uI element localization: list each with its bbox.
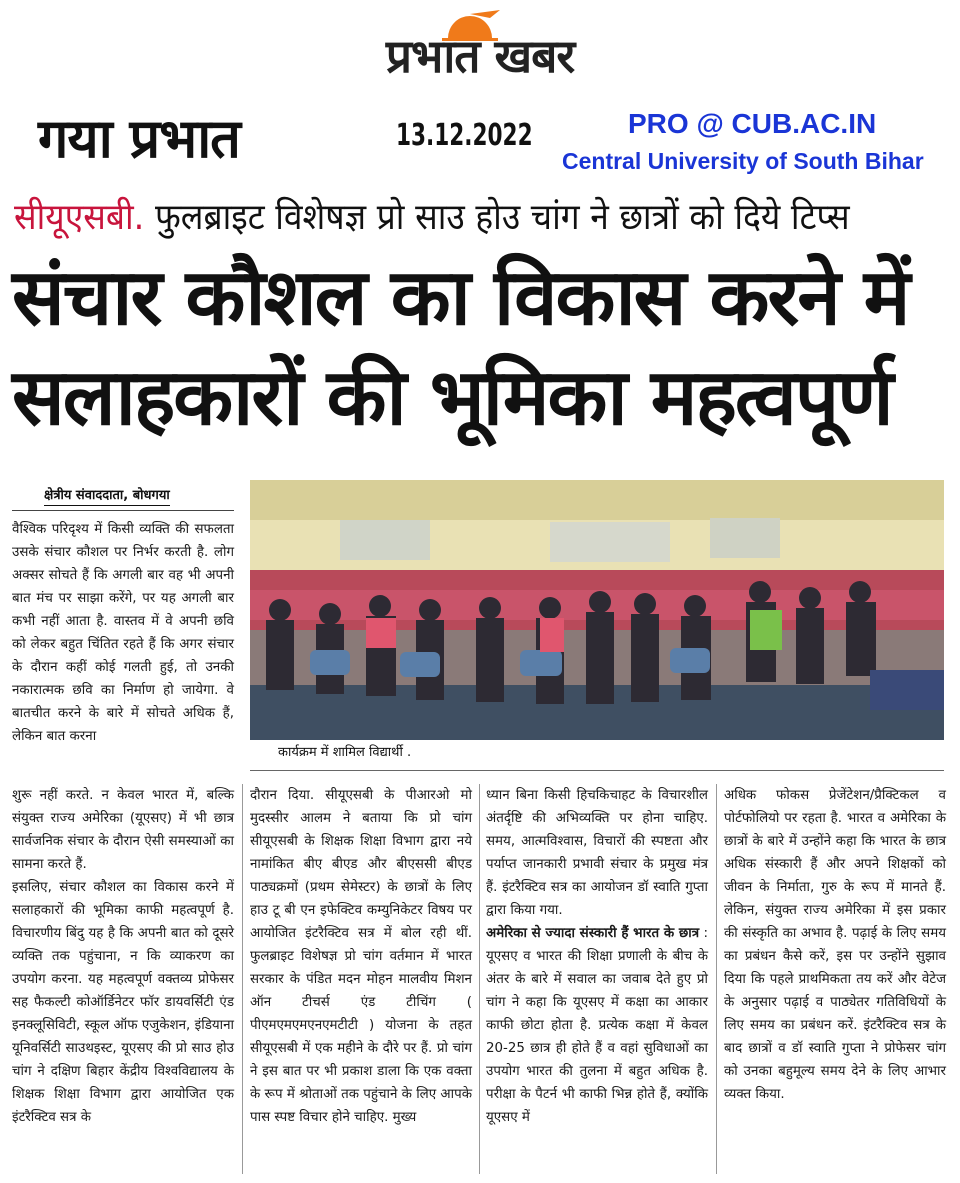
subheading: अमेरिका से ज्यादा संस्कारी हैं भारत के छात्र [486,926,700,941]
edition-date: 13.12.2022 [396,118,533,153]
kicker-text: फुलब्राइट विशेषज्ञ प्रो साउ होउ चांग ने छात्रों को दिये टिप्स [154,197,850,238]
article-column-4 [724,784,946,1106]
paragraph: इसलिए, संचार कौशल का विकास करने में सलाहकारों की भूमिका काफी महत्वपूर्ण है. विचारणीय बिंदु यह है कि अपनी बात को दूसरे व्यक्ति तक पहुंचाना, न कि व्याकरण का उपयोग करना. यह महत्वपूर्ण वक्तव्य प्रोफेसर सह फैकल्टी कोऑर्डिनेटर फॉर डायवर्सिटी एंड इनक्लूसिविटी, स्कूल ऑफ एजुकेशन, इंडियाना यूनिवर्सिटी साउथइस्ट, यूएसए की प्रो साउ होउ चांग ने दक्षिण बिहार केंद्रीय विश्वविद्यालय के शिक्षक शिक्षा विभाग द्वारा आयोजित एक इंटरैक्टिव सत्र के [12,880,234,1125]
headline [12,248,952,448]
newspaper-name: प्रभात खबर [385,29,575,83]
photo-caption: कार्यक्रम में शामिल विद्यार्थी . [278,745,412,760]
kicker-line [14,192,879,244]
column-divider [479,784,480,1174]
article-column-3 [486,784,708,1129]
headline-line-1: संचार कौशल का विकास करने में [12,253,909,343]
pro-email: PRO @ CUB.AC.IN [628,108,877,139]
university-name: Central University of South Bihar [562,148,924,174]
article-column-1 [12,784,234,1129]
paragraph: शुरू नहीं करते. न केवल भारत में, बल्कि संयुक्त राज्य अमेरिका (यूएसए) में भी छात्र सार्वजनिक संचार के दौरान ऐसी समस्याओं का सामना करते हैं. [12,788,234,872]
column-divider [716,784,717,1174]
paragraph: दौरान दिया. सीयूएसबी के पीआरओ मो मुदस्सीर आलम ने बताया कि प्रो चांग सीयूएसबी के शिक्षक शिक्षा विभाग द्वारा नये नामांकित बीए बीएड और बीएससी बीएड पाठ्यक्रमों (प्रथम सेमेस्टर) के छात्रों के लिए हाउ टू बी एन इफेक्टिव कम्युनिकेटर विषय पर आयोजित इंटरैक्टिव सत्र में बोल रही थीं. फुलब्राइट विशेषज्ञ प्रो चांग वर्तमान में भारत सरकार के पंडित मदन मोहन मालवीय मिशन ऑन टीचर्स एंड टीचिंग ( पीएमएमएमएनएमटीटी ) योजना के तहत सीयूएसबी में एक महीने के दौरे पर हैं. प्रो चांग ने इस बात पर भी प्रकाश डाला कि एक वक्ता के रूप में श्रोताओं तक पहुंचाने के लिए आपके पास स्पष्ट विचार होने चाहिए. मुख्य [250,788,472,1125]
divider [12,510,234,511]
byline: क्षेत्रीय संवाददाता, बोधगया [44,487,170,506]
paragraph: अधिक फोकस प्रेजेंटेशन/प्रैक्टिकल व पोर्टफोलियो पर रहता है. भारत व अमेरिका के छात्रों के बारे में उन्होंने कहा कि भारत के छात्र अधिक संस्कारी हैं और अपने शिक्षकों को जीवन के निर्माता, गुरु के रूप में मानते हैं. लेकिन, संयुक्त राज्य अमेरिका में इस प्रकार की संस्कृति का अभाव है. पढ़ाई के लिए समय का प्रबंधन कैसे करें, इस पर उन्होंने सुझाव दिया कि पहले प्राथमिकता तय करें और वेटेज के अनुसार पढ़ाई व पाठ्येतर गतिविधियों के लिए समय का प्रबंधन करें. इंटरैक्टिव सत्र के बाद छात्रों व डॉ स्वाति गुप्ता ने प्रोफेसर चांग को उनका बहुमूल्य समय देने के लिए आभार व्यक्त किया. [724,788,946,1102]
intro-paragraph: वैश्विक परिदृश्य में किसी व्यक्ति की सफलता उसके संचार कौशल पर निर्भर करती है. लोग अक्सर सोचते हैं कि अगली बार वह भी अपनी बात मंच पर साझा करेंगे, पर यह अगली बार कभी नहीं आता है. वास्तव में वे अपनी छवि को लेकर बहुत चिंतित रहते हैं कि अगर संचार के दौरान कहीं कोई गलती हुई, तो उनकी नकारात्मक छवि का निर्माण हो जायेगा. वे बातचीत करने के बारे में सोचते अधिक हैं, लेकिन बात करना [12,522,234,744]
headline-line-2: सलाहकारों की भूमिका महत्वपूर्ण [12,353,892,443]
edition-name: गया प्रभात [38,107,240,170]
article-column-2 [250,784,472,1129]
paragraph: : यूएसए व भारत की शिक्षा प्रणाली के बीच के अंतर के बारे में सवाल का जवाब देते हुए प्रो चांग ने कहा कि यूएसए में कक्षा का आकार काफी छोटा होता है. प्रत्येक कक्षा में केवल 20-25 छात्र ही होते हैं व वहां सुविधाओं का उपयोग भारत की तुलना में बहुत अधिक है. परीक्षा के पैटर्न भी काफी भिन्न होते हैं, क्योंकि यूएसए में [486,926,708,1125]
column-divider [242,784,243,1174]
event-photo [250,480,944,740]
paragraph: ध्यान बिना किसी हिचकिचाहट के विचारशील अंतर्दृष्टि की अभिव्यक्ति पर होना चाहिए. समय, आत्मविश्वास, विचारों की स्पष्टता और पर्याप्त जानकारी प्रभावी संचार के प्रमुख मंत्र हैं. इंटरैक्टिव सत्र का आयोजन डॉ स्वाति गुप्ता द्वारा किया गया. [486,788,708,918]
divider [250,770,944,771]
kicker-tag: सीयूएसबी. [14,197,145,238]
article-intro [12,518,234,748]
